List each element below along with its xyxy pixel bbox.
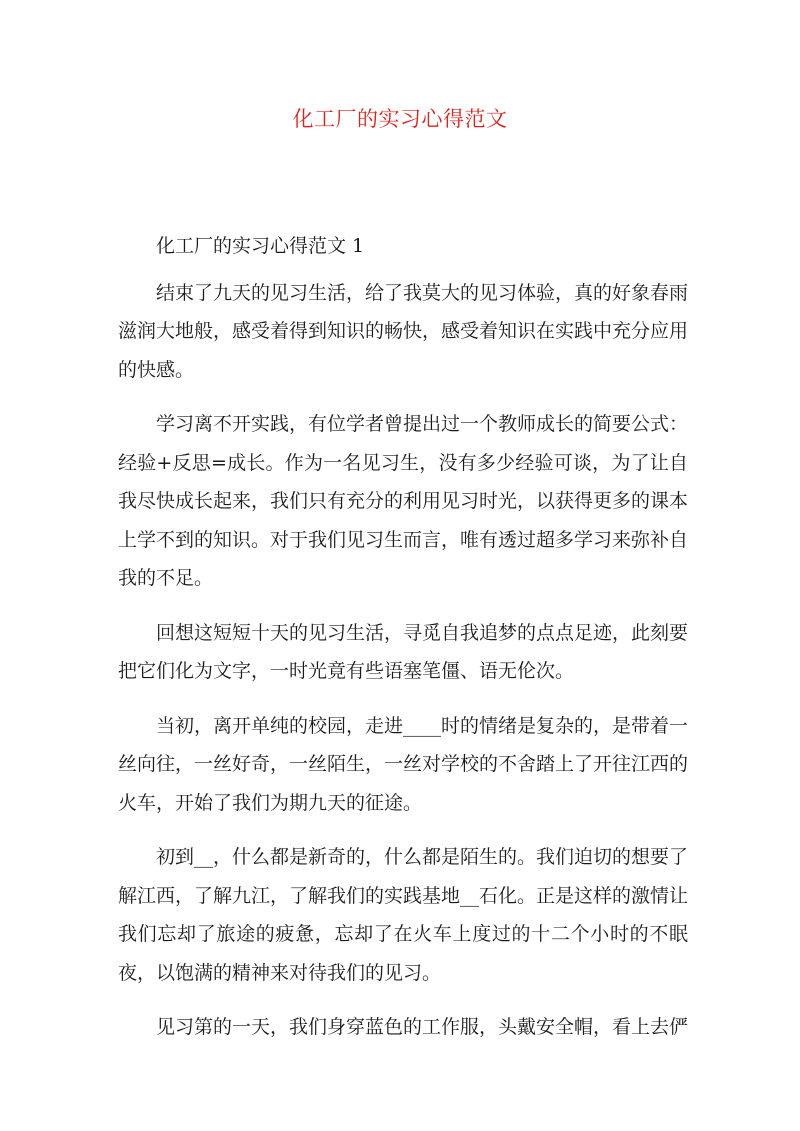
paragraph: 学习离不开实践，有位学者曾提出过一个教师成长的简要公式：经验+反思=成长。作为一名见习生，没有多少经验可谈，为了让自我尽快成长起来，我们只有充分的利用见习时光，以获得更多的课本上学不到的知识。对于我们见习生而言，唯有透过超多学习来弥补自我的不足。 [118,413,689,589]
document-title: 化工厂的实习心得范文 [292,107,508,131]
paragraph: 当初，离开单纯的校园，走进____时的情绪是复杂的，是带着一丝向往，一丝好奇，一丝陌生，一丝对学校的不舍踏上了开往江西的火车，开始了我们为期九天的征途。 [118,714,689,814]
paragraph: 见习第的一天，我们身穿蓝色的工作服，头戴安全帽，看上去俨 [156,1016,689,1038]
paragraph: 回想这短短十天的见习生活，寻觅自我追梦的点点足迹，此刻要把它们化为文字，一时光竟有些语塞笔僵、语无伦次。 [118,621,689,682]
paragraph: 结束了九天的见习生活，给了我莫大的见习体验，真的好象春雨滋润大地般，感受着得到知识的畅快，感受着知识在实践中充分应用的快感。 [118,281,689,381]
section-heading: 化工厂的实习心得范文 1 [156,235,365,257]
document-body [118,227,688,1063]
paragraph: 初到__，什么都是新奇的，什么都是陌生的。我们迫切的想要了解江西，了解九江，了解我们的实践基地__石化。正是这样的激情让我们忘却了旅途的疲惫，忘却了在火车上度过的十二个小时的不眠夜，以饱满的精神来对待我们的见习。 [118,846,689,984]
